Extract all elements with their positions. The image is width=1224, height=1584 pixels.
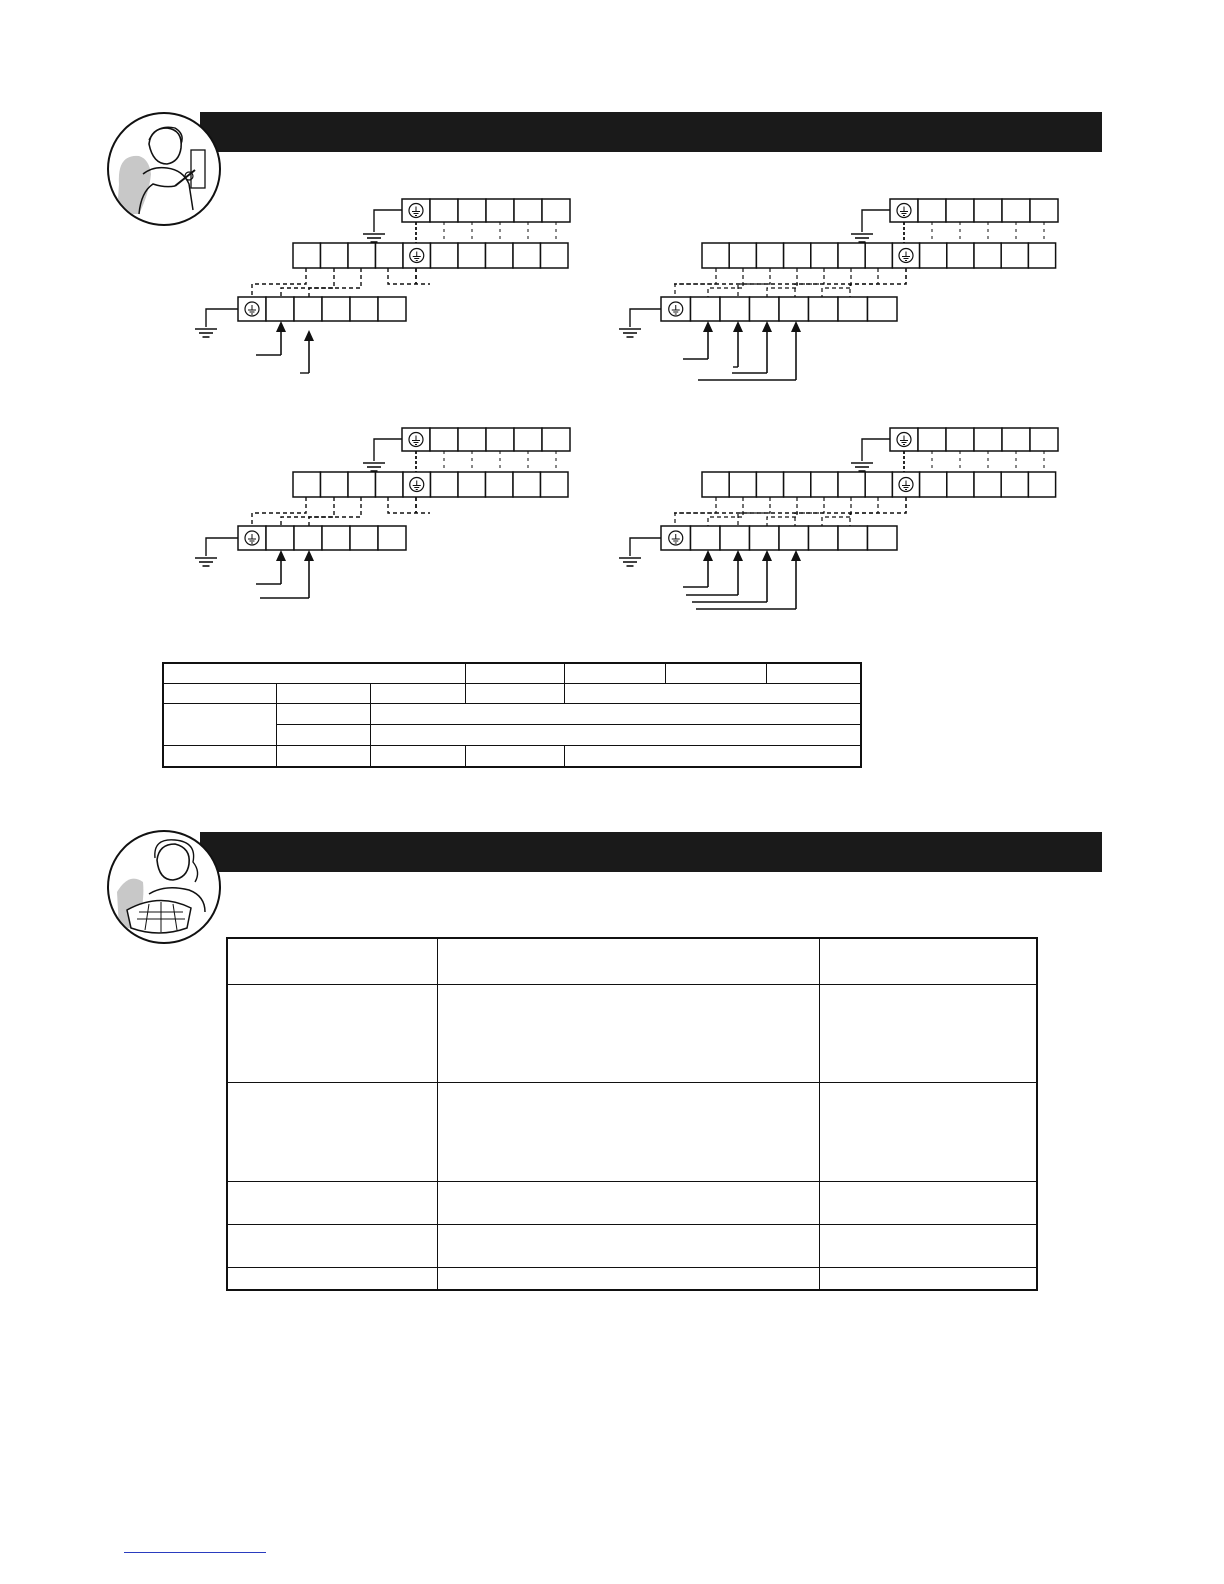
spec-cell <box>370 683 465 703</box>
terminal-block <box>946 199 974 222</box>
ground-wire <box>374 210 402 232</box>
spec-table <box>162 662 862 768</box>
spec-cell <box>565 663 666 683</box>
terminal-block <box>378 526 406 550</box>
jumper-dashed <box>252 497 306 526</box>
terminal-block <box>691 297 721 321</box>
jumper-dashed <box>309 497 361 526</box>
spec-cell <box>163 683 277 703</box>
maint-cell <box>819 1224 1037 1267</box>
terminal-block <box>486 243 514 268</box>
terminal-block <box>720 526 750 550</box>
terminal-block <box>486 428 514 451</box>
terminal-block <box>691 526 721 550</box>
terminal-block <box>458 472 486 497</box>
jumper-dashed <box>675 497 716 526</box>
arrow-up-icon <box>703 321 713 332</box>
terminal-block <box>541 472 569 497</box>
terminal-block <box>430 199 458 222</box>
spec-cell <box>465 683 565 703</box>
terminal-block <box>865 472 892 497</box>
terminal-block <box>756 472 783 497</box>
maint-cell <box>819 938 1037 984</box>
terminal-block <box>868 526 898 550</box>
maint-cell <box>227 1267 437 1290</box>
ground-wire <box>862 210 890 232</box>
spec-cell <box>370 703 861 724</box>
terminal-block <box>294 526 322 550</box>
maint-cell <box>819 984 1037 1082</box>
maintenance-table <box>226 937 1038 1291</box>
terminal-block <box>431 243 459 268</box>
terminal-block <box>1001 243 1028 268</box>
jumper-dashed <box>674 497 906 513</box>
terminal-block <box>541 243 569 268</box>
jumper-dashed <box>252 268 306 297</box>
terminal-block <box>431 472 459 497</box>
jumper-dashed <box>674 268 906 284</box>
ground-wire <box>206 309 238 327</box>
spec-cell <box>766 663 861 683</box>
terminal-block <box>868 297 898 321</box>
spec-cell <box>163 663 465 683</box>
arrow-up-icon <box>304 330 314 341</box>
terminal-block <box>811 243 838 268</box>
jumper-dashed <box>309 268 361 297</box>
jumper-dashed <box>388 268 430 284</box>
terminal-block <box>1002 428 1030 451</box>
ground-wire <box>862 439 890 461</box>
jumper-dashed <box>850 497 878 526</box>
arrow-up-icon <box>733 321 743 332</box>
jumper-dashed <box>822 497 851 526</box>
spec-cell <box>277 683 371 703</box>
jumper-dashed <box>767 497 797 526</box>
terminal-block <box>458 428 486 451</box>
spec-cell <box>666 663 767 683</box>
terminal-block <box>458 243 486 268</box>
maint-cell <box>437 1267 819 1290</box>
terminal-block <box>513 243 541 268</box>
terminal-block <box>809 526 839 550</box>
ground-wire <box>374 439 402 461</box>
terminal-block <box>513 472 541 497</box>
terminal-block <box>720 297 750 321</box>
terminal-block <box>947 243 974 268</box>
terminal-block <box>918 428 946 451</box>
terminal-block <box>266 526 294 550</box>
terminal-block <box>321 472 349 497</box>
spec-cell <box>565 745 861 767</box>
spec-cell <box>277 745 371 767</box>
terminal-block <box>378 297 406 321</box>
terminal-block <box>811 472 838 497</box>
terminal-block <box>293 243 321 268</box>
spec-cell <box>370 745 465 767</box>
maint-cell <box>819 1267 1037 1290</box>
terminal-block <box>729 472 756 497</box>
maint-cell <box>437 1224 819 1267</box>
jumper-dashed <box>795 268 824 297</box>
maint-cell <box>227 984 437 1082</box>
terminal-block <box>376 472 404 497</box>
spec-cell <box>277 724 371 745</box>
jumper-dashed <box>795 497 824 526</box>
arrow-up-icon <box>791 550 801 561</box>
terminal-block <box>974 428 1002 451</box>
terminal-block <box>486 472 514 497</box>
terminal-block <box>293 472 321 497</box>
spec-cell <box>277 703 371 724</box>
terminal-block <box>350 297 378 321</box>
jumper-dashed <box>850 268 878 297</box>
terminal-block <box>1030 199 1058 222</box>
ground-wire <box>206 538 238 556</box>
terminal-block <box>838 526 868 550</box>
terminal-block <box>321 243 349 268</box>
jumper-dashed <box>675 268 716 297</box>
terminal-block <box>974 243 1001 268</box>
maint-cell <box>437 1082 819 1181</box>
spec-cell <box>163 745 277 767</box>
jumper-dashed <box>767 268 797 297</box>
terminal-block <box>838 297 868 321</box>
terminal-block <box>376 243 404 268</box>
terminal-block <box>1001 472 1028 497</box>
terminal-block <box>920 243 947 268</box>
terminal-block <box>294 297 322 321</box>
terminal-block <box>1002 199 1030 222</box>
terminal-block <box>542 428 570 451</box>
terminal-block <box>974 472 1001 497</box>
maint-cell <box>227 938 437 984</box>
terminal-block <box>838 472 865 497</box>
terminal-block <box>779 297 809 321</box>
maint-cell <box>227 1082 437 1181</box>
terminal-block <box>838 243 865 268</box>
arrow-up-icon <box>703 550 713 561</box>
terminal-block <box>266 297 294 321</box>
jumper-dashed <box>822 268 851 297</box>
terminal-block <box>542 199 570 222</box>
terminal-block <box>784 472 811 497</box>
terminal-block <box>458 199 486 222</box>
arrow-up-icon <box>276 550 286 561</box>
terminal-block <box>729 243 756 268</box>
arrow-up-icon <box>733 550 743 561</box>
terminal-block <box>750 526 780 550</box>
terminal-block <box>946 428 974 451</box>
arrow-up-icon <box>304 550 314 561</box>
maint-cell <box>227 1181 437 1224</box>
maint-cell <box>437 984 819 1082</box>
arrow-up-icon <box>276 321 286 332</box>
maint-cell <box>437 938 819 984</box>
jumper-dashed <box>281 268 334 297</box>
terminal-block <box>348 472 376 497</box>
terminal-block <box>322 526 350 550</box>
terminal-block <box>486 199 514 222</box>
spec-cell <box>370 724 861 745</box>
maint-cell <box>819 1181 1037 1224</box>
terminal-block <box>947 472 974 497</box>
terminal-block <box>756 243 783 268</box>
terminal-block <box>702 472 729 497</box>
spec-cell <box>163 703 277 745</box>
maint-cell <box>437 1181 819 1224</box>
spec-cell <box>465 663 565 683</box>
terminal-block <box>322 297 350 321</box>
terminal-block <box>702 243 729 268</box>
footer-link-underline[interactable] <box>124 1552 266 1553</box>
terminal-block <box>1028 243 1055 268</box>
arrow-up-icon <box>791 321 801 332</box>
terminal-block <box>974 199 1002 222</box>
ground-wire <box>630 309 661 327</box>
terminal-block <box>1030 428 1058 451</box>
maint-cell <box>227 1224 437 1267</box>
terminal-block <box>1028 472 1055 497</box>
terminal-block <box>348 243 376 268</box>
ground-wire <box>630 538 661 556</box>
terminal-block <box>809 297 839 321</box>
terminal-block <box>779 526 809 550</box>
jumper-dashed <box>281 497 334 526</box>
arrow-up-icon <box>762 550 772 561</box>
terminal-block <box>514 428 542 451</box>
spec-cell <box>465 745 565 767</box>
maint-cell <box>819 1082 1037 1181</box>
spec-cell <box>565 683 861 703</box>
arrow-up-icon <box>762 321 772 332</box>
terminal-block <box>514 199 542 222</box>
terminal-block <box>350 526 378 550</box>
terminal-block <box>865 243 892 268</box>
terminal-block <box>918 199 946 222</box>
terminal-block <box>784 243 811 268</box>
terminal-block <box>430 428 458 451</box>
terminal-block <box>750 297 780 321</box>
jumper-dashed <box>388 497 430 513</box>
terminal-block <box>920 472 947 497</box>
